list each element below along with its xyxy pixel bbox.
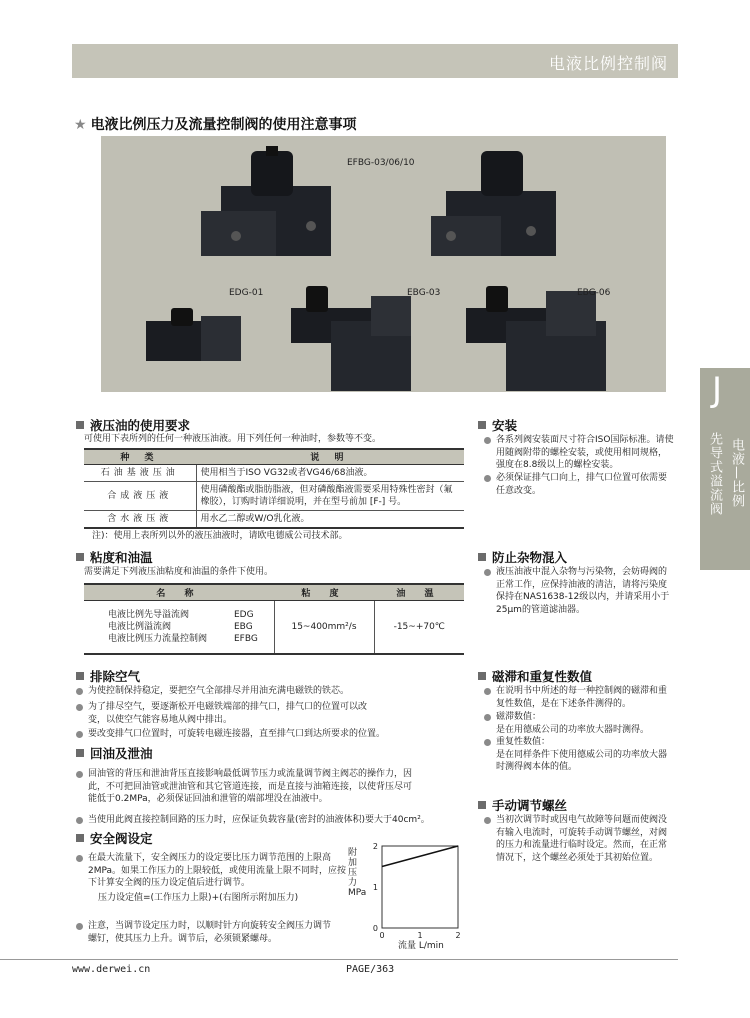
y-tick-label: 0	[372, 924, 378, 933]
oil-table	[84, 448, 464, 529]
square-bullet-icon	[478, 801, 486, 809]
safety-formula: 压力设定值=(工作压力上限)+(右图所示附加压力)	[98, 893, 299, 903]
list-item: 注意，当调节设定压力时，以顺时针方向旋转安全阀压力调节螺钉，使其压力上升。调节后，必须锁紧螺母。	[76, 920, 336, 945]
x-tick-label: 0	[379, 931, 385, 940]
square-bullet-icon	[478, 672, 486, 680]
viscosity-table-header: 油 温	[374, 584, 464, 600]
section-hyst-title: 磁滞和重复性数值	[478, 667, 592, 685]
side-tab-label-2: 先导式溢流阀	[707, 432, 722, 516]
label-efbg: EFBG-03/06/10	[347, 158, 415, 168]
square-bullet-icon	[76, 553, 84, 561]
viscosity-table-header: 名 称	[84, 584, 274, 600]
label-edg: EDG-01	[229, 288, 264, 298]
ebg-06-valve	[466, 286, 606, 391]
footer-divider	[0, 959, 678, 960]
x-tick-label: 1	[417, 931, 423, 940]
square-bullet-icon	[76, 749, 84, 757]
square-bullet-icon	[478, 553, 486, 561]
table-cell: 合成液压液	[84, 481, 196, 510]
list-item: 当使用此阀直接控制回路的压力时，应保证负载容量(密封的油液体积)要大于40cm²。	[76, 814, 476, 827]
oil-note: 注)：使用上表所列以外的液压油液时，请欧电德威公司技术部。	[92, 531, 348, 541]
pressure-chart	[340, 838, 470, 952]
section-viscosity-title: 粘度和油温	[76, 548, 153, 566]
footer-page-number: PAGE/363	[346, 964, 395, 975]
list-item: 当初次调节时或因电气故障等问题而使阀没有输入电流时，可旋转手动调节螺丝，对阀的压力和流量进行临时设定。然而，在正常情况下，这个螺丝必须处于其初始位置。	[484, 814, 674, 864]
oil-intro: 可使用下表所列的任何一种液压油液。用下列任何一种油时，参数等不变。	[84, 434, 382, 444]
square-bullet-icon	[76, 421, 84, 429]
list-item: 要改变排气口位置时，可旋转电磁连接器，直至排气口到达所要求的位置。	[76, 728, 466, 741]
product-photo	[101, 136, 666, 392]
section-air-title: 排除空气	[76, 667, 140, 685]
label-ebg-06: EBG-06	[577, 288, 611, 298]
y-tick-label: 2	[372, 842, 378, 851]
side-tab	[700, 368, 750, 570]
valves-illustration	[101, 136, 666, 392]
chart-xlabel: 流量 L/min	[398, 941, 444, 951]
star-icon: ★	[74, 117, 87, 133]
table-cell: 15~400mm²/s	[274, 600, 374, 654]
y-tick-label: 1	[372, 883, 378, 892]
x-tick-label: 2	[455, 931, 461, 940]
viscosity-intro: 需要满足下列液压油粘度和油温的条件下使用。	[84, 567, 274, 577]
side-tab-letter: J	[712, 370, 723, 410]
list-item: 回油管的背压和泄油背压直接影响最低调节压力或流量调节阀主阀芯的操作力，因此，不可把回油管或泄油管和其它管道连接，而是直接与油箱连接，以使背压尽可能低于0.2MPa，必须保证回油和泄管的端部埋没在油液中。	[76, 768, 416, 806]
section-manual-title: 手动调节螺丝	[478, 796, 567, 814]
table-cell: 使用磷酸酯或脂肪脂液，但对磷酸酯液需要采用特殊性密封（氟橡胶），订购时请详细说明，并在型号前加 [F-] 号。	[196, 481, 464, 510]
section-oil-title: 液压油的使用要求	[76, 416, 190, 434]
efbg-valve-right	[431, 151, 556, 256]
edg-valve	[146, 308, 241, 361]
list-item: 在说明书中所述的每一种控制阀的磁滞和重复性数值，是在下述条件测得的。	[484, 685, 674, 710]
list-item: 液压油液中混入杂物与污染物，会妨碍阀的正常工作，应保持油液的清洁，请将污染度保持在NAS1638-12级以内，并请采用小于25μm的管道滤油器。	[484, 566, 674, 616]
efbg-valve-left	[201, 146, 331, 256]
square-bullet-icon	[478, 421, 486, 429]
table-cell: 使用相当于ISO VG32或者VG46/68油液。	[196, 464, 464, 481]
square-bullet-icon	[76, 834, 84, 842]
section-safety-title: 安全阀设定	[76, 829, 153, 847]
side-tab-label-1: 电液—比例	[729, 438, 744, 508]
list-item: 必须保证排气口向上，排气口位置可依需要任意改变。	[484, 472, 674, 497]
chart-frame	[382, 846, 458, 928]
chart-ylabel: 附加压力 MPa	[348, 848, 367, 898]
list-item: 磁滞数值： 是在用德威公司的功率放大器时测得。	[484, 711, 674, 736]
section-return-title: 回油及泄油	[76, 744, 153, 762]
square-bullet-icon	[76, 672, 84, 680]
page-title	[74, 114, 357, 134]
series-line	[382, 846, 458, 867]
label-ebg-03: EBG-03	[407, 288, 441, 298]
viscosity-table-header: 粘 度	[274, 584, 374, 600]
table-cell: 石油基液压油	[84, 464, 196, 481]
header-bar	[72, 44, 678, 78]
table-cell: 电液比例先导溢流阀 电液比例溢流阀 电液比例压力流量控制阀 EDG EBG EFBG	[84, 600, 274, 654]
footer-url[interactable]: www.derwei.cn	[72, 964, 151, 975]
list-item: 为了排尽空气，要逐渐松开电磁铁端部的排气口，排气口的位置可以改变，以使空气能容易地从阀中排出。	[76, 701, 376, 726]
table-cell: 含水液压液	[84, 510, 196, 528]
section-install-title: 安装	[478, 416, 517, 434]
page-title-text: 电液比例压力及流量控制阀的使用注意事项	[90, 117, 357, 133]
table-cell: -15~+70℃	[374, 600, 464, 654]
chart-svg	[340, 838, 470, 952]
viscosity-table	[84, 583, 464, 655]
section-contam-title: 防止杂物混入	[478, 548, 567, 566]
list-item: 各系列阀安装面尺寸符合ISO国际标准。请使用随阀附带的螺栓安装，或使用相同规格，强度在8.8级以上的螺栓安装。	[484, 434, 674, 472]
table-cell: 用水乙二醇或W/O乳化液。	[196, 510, 464, 528]
oil-table-header: 种 类	[84, 449, 196, 464]
oil-table-header: 说 明	[196, 449, 464, 464]
list-item: 为使控制保持稳定，要把空气全部排尽并用油充满电磁铁的铁芯。	[76, 685, 466, 698]
header-title: 电液比例控制阀	[548, 54, 668, 73]
ebg-03-valve	[291, 286, 411, 391]
list-item: 在最大流量下，安全阀压力的设定要比压力调节范围的上限高2MPa。如果工作压力的上限较低，或使用流量上限不同时，应按下计算安全阀的压力设定值后进行调节。	[76, 852, 351, 890]
list-item: 重复性数值： 是在同样条件下使用德威公司的功率放大器时测得阀本体的值。	[484, 736, 674, 774]
